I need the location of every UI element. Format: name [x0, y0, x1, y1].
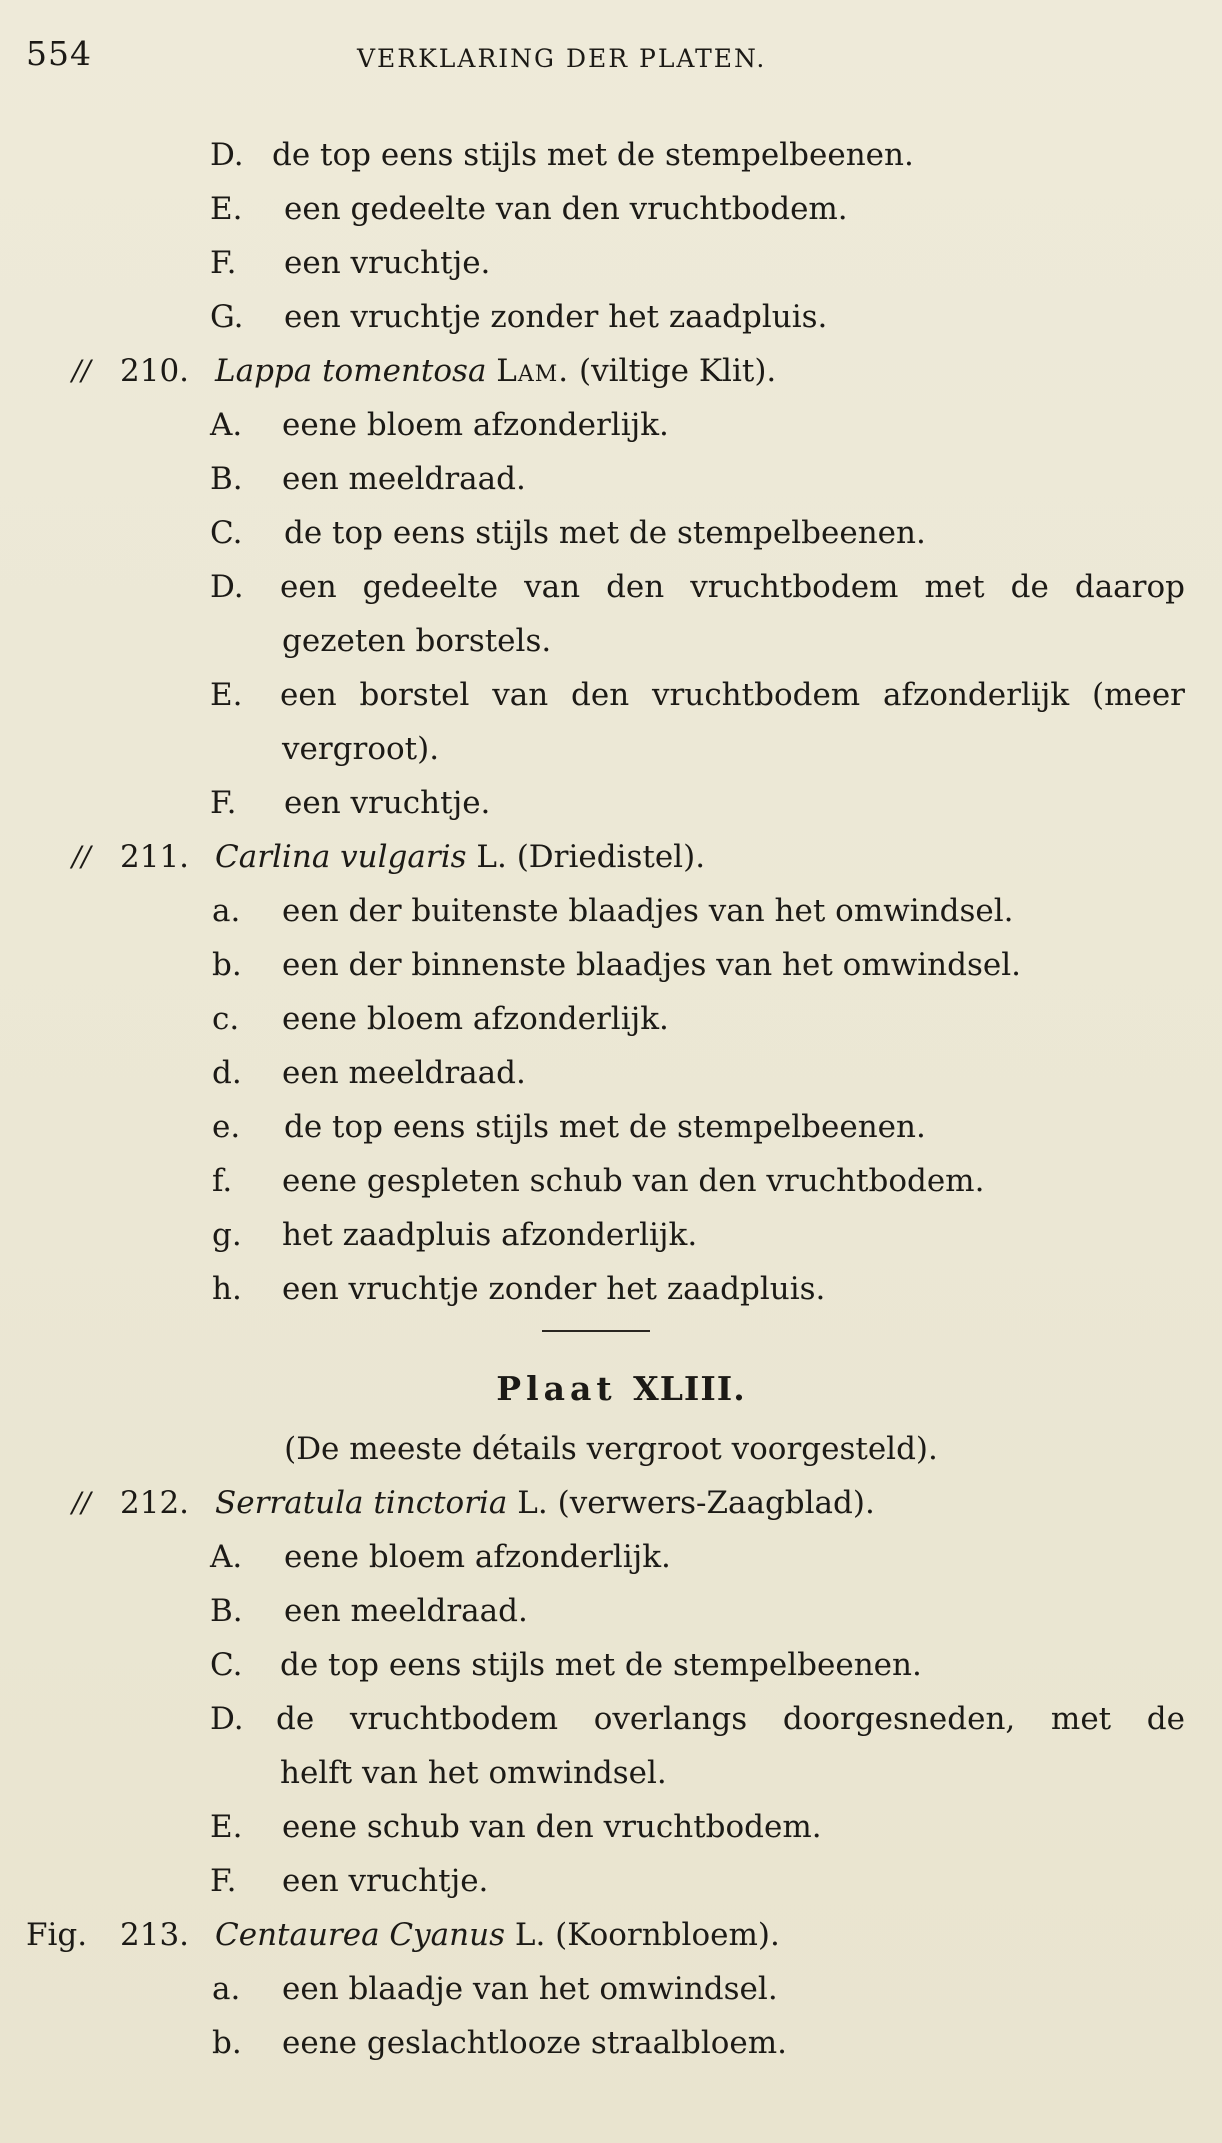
list-item [0, 776, 1222, 830]
item-text: de top eens stijls met de stempelbeenen. [280, 1647, 922, 1683]
item-letter: E. [210, 677, 243, 713]
list-item [0, 938, 1222, 992]
common-name: (Driedistel). [516, 839, 706, 875]
figure-number: 212. [120, 1485, 190, 1521]
item-text: het zaadpluis afzonderlijk. [282, 1217, 698, 1253]
item-letter: G. [210, 299, 244, 335]
list-item [0, 884, 1222, 938]
item-letter: g. [212, 1217, 242, 1253]
figure-number: 211. [120, 839, 190, 875]
item-letter: B. [210, 1593, 243, 1629]
list-item [0, 992, 1222, 1046]
item-text: de top eens stijls met de stempelbeenen. [284, 1109, 926, 1145]
common-name: (viltige Klit). [579, 353, 777, 389]
section-rule [0, 1316, 1222, 1356]
figure-heading [0, 830, 1222, 884]
item-text: eene bloem afzonderlijk. [282, 1001, 669, 1037]
item-letter: D. [210, 137, 244, 173]
common-name: (verwers-Zaagblad). [557, 1485, 875, 1521]
item-letter: A. [210, 1539, 243, 1575]
list-item [0, 1154, 1222, 1208]
item-letter: f. [212, 1163, 233, 1199]
item-text: eene bloem afzonderlijk. [282, 407, 669, 443]
item-text: een meeldraad. [282, 461, 526, 497]
page-body [0, 128, 1222, 2070]
item-text: een vruchtje. [284, 785, 491, 821]
item-text: een meeldraad. [282, 1055, 526, 1091]
item-text: gezeten borstels. [282, 623, 552, 659]
species-name: Serratula tinctoria [215, 1485, 508, 1521]
item-letter: C. [210, 1647, 243, 1683]
item-text: een der buitenste blaadjes van het omwindsel. [282, 893, 1014, 929]
list-item [0, 1208, 1222, 1262]
item-text: een vruchtje. [284, 245, 491, 281]
list-item [0, 236, 1222, 290]
figure-heading [0, 1476, 1222, 1530]
list-item-continuation [0, 722, 1222, 776]
list-item [0, 1638, 1222, 1692]
item-letter: b. [212, 2025, 242, 2061]
item-letter: E. [210, 191, 243, 227]
item-text: een vruchtje zonder het zaadpluis. [284, 299, 828, 335]
list-item [0, 560, 1222, 614]
item-text: een borstel van den vruchtbodem afzonderlijk (meer [280, 677, 1185, 713]
list-item [0, 506, 1222, 560]
item-letter: d. [212, 1055, 242, 1091]
item-text: een vruchtje. [282, 1863, 489, 1899]
list-item [0, 452, 1222, 506]
figure-number: 213. [120, 1917, 190, 1953]
plate-title [0, 1356, 1222, 1422]
item-letter: F. [210, 1863, 237, 1899]
list-item [0, 668, 1222, 722]
page-number: 554 [26, 34, 92, 73]
item-letter: D. [210, 569, 244, 605]
species-author: Lam. [496, 353, 570, 389]
list-item [0, 1530, 1222, 1584]
item-text: een gedeelte van den vruchtbodem met de daarop [280, 569, 1185, 605]
item-text: helft van het omwindsel. [280, 1755, 667, 1791]
item-letter: B. [210, 461, 243, 497]
species-author: L. [476, 839, 507, 875]
item-text: eene schub van den vruchtbodem. [282, 1809, 822, 1845]
item-text: de top eens stijls met de stempelbeenen. [284, 515, 926, 551]
species-name: Lappa tomentosa [215, 353, 487, 389]
item-letter: C. [210, 515, 243, 551]
item-letter: a. [212, 893, 241, 929]
list-item [0, 1800, 1222, 1854]
item-text: een gedeelte van den vruchtbodem. [284, 191, 848, 227]
figure-heading [0, 344, 1222, 398]
item-text: een vruchtje zonder het zaadpluis. [282, 1271, 826, 1307]
item-text: een meeldraad. [284, 1593, 528, 1629]
list-item [0, 1584, 1222, 1638]
item-text: de top eens stijls met de stempelbeenen. [272, 137, 914, 173]
plate-title-numeral: XLIII. [633, 1369, 746, 1408]
species-author: L. [517, 1485, 548, 1521]
item-text: vergroot). [282, 731, 440, 767]
fig-label: Fig. [26, 1917, 88, 1953]
list-item-continuation [0, 614, 1222, 668]
list-item [0, 1100, 1222, 1154]
ditto-mark: // [72, 1486, 91, 1519]
list-item [0, 128, 1222, 182]
species-author: L. [514, 1917, 546, 1953]
item-letter: D. [210, 1701, 244, 1737]
list-item [0, 1692, 1222, 1746]
item-text: eene geslachtlooze straalbloem. [282, 2025, 787, 2061]
divider [542, 1330, 650, 1332]
item-text: een der binnenste blaadjes van het omwindsel. [282, 947, 1022, 983]
species-name: Centaurea Cyanus [215, 1917, 505, 1953]
common-name: (Koornbloem). [555, 1917, 780, 1953]
item-letter: E. [210, 1809, 243, 1845]
item-text: een blaadje van het omwindsel. [282, 1971, 778, 2007]
ditto-mark: // [72, 840, 91, 873]
item-letter: A. [210, 407, 243, 443]
item-letter: h. [212, 1271, 242, 1307]
list-item [0, 1854, 1222, 1908]
item-text: eene bloem afzonderlijk. [284, 1539, 671, 1575]
item-letter: c. [212, 1001, 240, 1037]
item-text: eene gespleten schub van den vruchtbodem. [282, 1163, 985, 1199]
figure-heading [0, 1908, 1222, 1962]
list-item [0, 1046, 1222, 1100]
list-item-continuation [0, 1746, 1222, 1800]
list-item [0, 182, 1222, 236]
list-item [0, 2016, 1222, 2070]
item-letter: a. [212, 1971, 241, 2007]
species-name: Carlina vulgaris [215, 839, 467, 875]
list-item [0, 290, 1222, 344]
ditto-mark: // [72, 354, 91, 387]
list-item [0, 1262, 1222, 1316]
plate-title-word: Plaat [496, 1369, 617, 1408]
figure-number: 210. [120, 353, 190, 389]
list-item [0, 1962, 1222, 2016]
running-title: VERKLARING DER PLATEN. [357, 44, 767, 73]
item-letter: F. [210, 785, 237, 821]
item-letter: b. [212, 947, 242, 983]
item-text: de vruchtbodem overlangs doorgesneden, met de [276, 1701, 1185, 1737]
plate-subtitle: (De meeste détails vergroot voorgesteld). [284, 1431, 938, 1467]
list-item [0, 398, 1222, 452]
item-letter: e. [212, 1109, 241, 1145]
item-letter: F. [210, 245, 237, 281]
